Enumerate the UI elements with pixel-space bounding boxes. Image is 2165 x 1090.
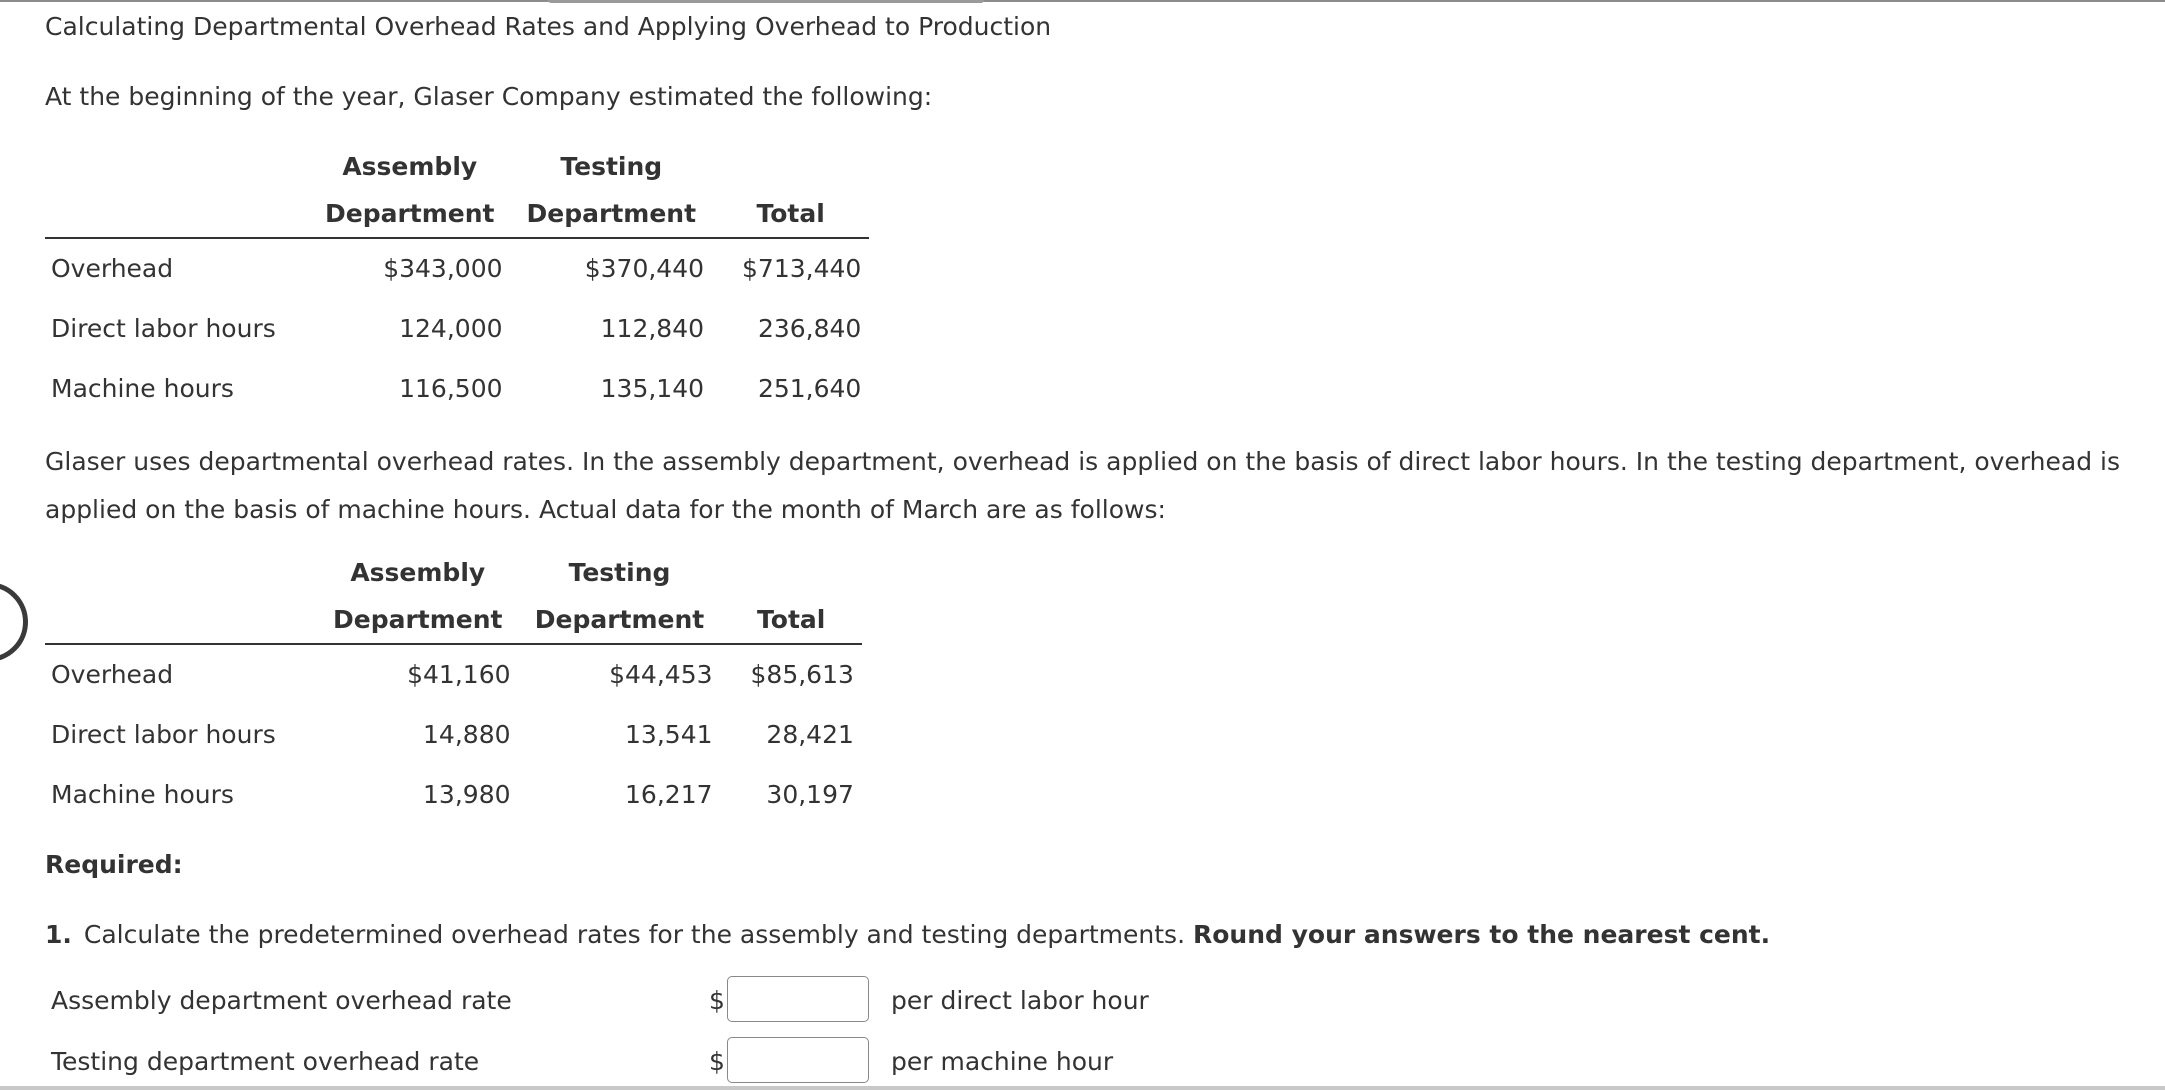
top-tab-indicator bbox=[548, 0, 984, 3]
testing-value: $370,440 bbox=[584, 254, 705, 283]
testing-value: 13,541 bbox=[625, 719, 713, 749]
question-emphasis: Round your answers to the nearest cent. bbox=[1192, 920, 1771, 949]
assembly-value: 124,000 bbox=[399, 313, 503, 343]
header-department: Department bbox=[519, 596, 721, 644]
row-label: Overhead bbox=[51, 254, 174, 283]
total-value: 30,197 bbox=[766, 779, 854, 809]
header-department: Department bbox=[309, 190, 511, 238]
assembly-value: 116,500 bbox=[399, 373, 503, 403]
header-blank bbox=[45, 596, 317, 644]
table-row bbox=[45, 764, 862, 824]
testing-value: 16,217 bbox=[625, 779, 713, 809]
testing-value: $44,453 bbox=[609, 660, 713, 689]
total-value: $713,440 bbox=[742, 254, 862, 283]
question-number: 1. bbox=[45, 920, 72, 949]
header-blank bbox=[721, 548, 862, 596]
answer-row-testing bbox=[45, 1037, 1245, 1085]
top-divider bbox=[0, 0, 2165, 2]
header-blank bbox=[45, 142, 309, 190]
row-label: Machine hours bbox=[51, 779, 234, 809]
answer-row-assembly bbox=[45, 976, 1245, 1024]
estimated-data-table bbox=[45, 142, 869, 418]
header-department: Department bbox=[511, 190, 713, 238]
testing-value: 135,140 bbox=[600, 373, 705, 403]
total-value: $85,613 bbox=[750, 660, 854, 689]
header-blank bbox=[45, 190, 309, 238]
header-blank bbox=[45, 548, 317, 596]
testing-rate-input[interactable] bbox=[727, 1037, 869, 1083]
currency-symbol: $ bbox=[709, 1047, 725, 1076]
header-total: Total bbox=[721, 596, 862, 644]
focus-ring-indicator bbox=[0, 582, 28, 662]
intro-text: At the beginning of the year, Glaser Company estimated the following: bbox=[45, 82, 933, 111]
row-label: Direct labor hours bbox=[51, 313, 276, 343]
header-blank bbox=[712, 142, 869, 190]
answer-label: Assembly department overhead rate bbox=[51, 986, 512, 1015]
table-row bbox=[45, 298, 869, 358]
answer-unit: per machine hour bbox=[891, 1047, 1114, 1076]
header-testing: Testing bbox=[568, 557, 671, 587]
assembly-rate-input[interactable] bbox=[727, 976, 869, 1022]
row-label: Direct labor hours bbox=[51, 719, 276, 749]
required-heading: Required: bbox=[45, 850, 183, 879]
actual-data-table bbox=[45, 548, 862, 824]
row-label: Machine hours bbox=[51, 373, 234, 403]
table-row bbox=[45, 238, 869, 298]
table-row bbox=[45, 358, 869, 418]
header-testing: Testing bbox=[560, 151, 663, 181]
bottom-divider bbox=[0, 1086, 2165, 1090]
assembly-value: 14,880 bbox=[423, 719, 511, 749]
header-assembly: Assembly bbox=[350, 557, 486, 587]
header-assembly: Assembly bbox=[342, 151, 478, 181]
problem-title: Calculating Departmental Overhead Rates and Applying Overhead to Production bbox=[45, 12, 1052, 41]
assembly-value: 13,980 bbox=[423, 779, 511, 809]
answer-label: Testing department overhead rate bbox=[51, 1047, 480, 1076]
header-total: Total bbox=[712, 190, 869, 238]
assembly-value: $343,000 bbox=[383, 254, 503, 283]
total-value: 251,640 bbox=[757, 373, 862, 403]
currency-symbol: $ bbox=[709, 986, 725, 1015]
table-row bbox=[45, 704, 862, 764]
assembly-value: $41,160 bbox=[407, 660, 511, 689]
row-label: Overhead bbox=[51, 660, 174, 689]
testing-value: 112,840 bbox=[600, 313, 705, 343]
question-1 bbox=[45, 920, 1770, 949]
header-department: Department bbox=[317, 596, 519, 644]
question-text: Calculate the predetermined overhead rates for the assembly and testing departments. bbox=[83, 920, 1186, 949]
total-value: 28,421 bbox=[766, 719, 854, 749]
table-row bbox=[45, 644, 862, 704]
answer-unit: per direct labor hour bbox=[891, 986, 1149, 1015]
description-paragraph: Glaser uses departmental overhead rates. In the assembly department, overhead is applied on the basis of direct labor hours. In the testing department, overhead is applied on the basis of machine hours. Actual data for the month of March are as follows: bbox=[45, 447, 2120, 524]
total-value: 236,840 bbox=[757, 313, 862, 343]
